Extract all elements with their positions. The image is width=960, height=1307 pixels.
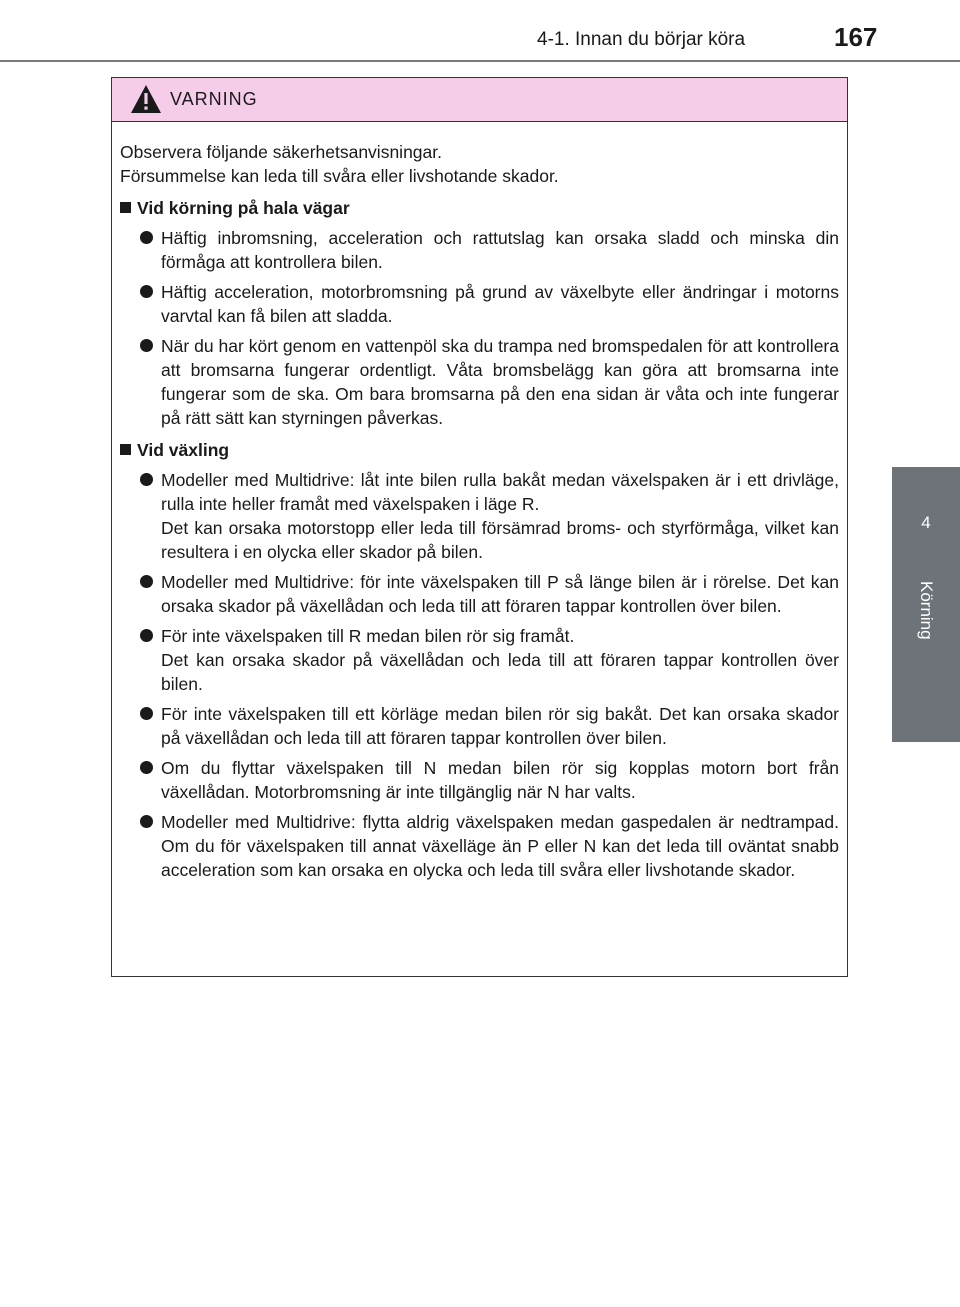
bullet-paragraph: Modeller med Multidrive: för inte växelspaken till P så länge bilen är i rörelse. Det kan orsaka skador på växellådan och leda till att föraren tappar kontrollen över bilen. <box>161 572 839 616</box>
section-heading <box>120 196 839 220</box>
square-bullet-icon <box>120 444 131 455</box>
square-bullet-icon <box>120 202 131 213</box>
warning-title: VARNING <box>170 89 258 109</box>
bullet-paragraph: För inte växelspaken till R medan bilen rör sig framåt. <box>161 626 575 646</box>
bullet-paragraph: Om du flyttar växelspaken till N medan bilen rör sig kopplas motorn bort från växellådan. Motorbromsning är inte tillgänglig när N har valts. <box>161 758 839 802</box>
list-item <box>120 468 839 564</box>
bullet-text <box>161 702 839 750</box>
list-item <box>120 334 839 430</box>
bullet-text <box>161 226 839 274</box>
list-item <box>120 624 839 696</box>
section-heading <box>120 438 839 462</box>
warning-box <box>111 77 848 977</box>
section-heading-text: Vid körning på hala vägar <box>137 198 350 218</box>
intro-line: Försummelse kan leda till svåra eller livshotande skador. <box>120 166 559 186</box>
list-item <box>120 570 839 618</box>
bullet-text <box>161 570 839 618</box>
circle-bullet-icon <box>140 707 153 720</box>
circle-bullet-icon <box>140 473 153 486</box>
circle-bullet-icon <box>140 629 153 642</box>
bullet-paragraph: Modeller med Multidrive: flytta aldrig växelspaken medan gaspedalen är nedtrampad. Om du för växelspaken till annat växelläge än P eller N kan det leda till oväntat snabb acceleration som kan orsaka en olycka och leda till svåra eller livshotande skador. <box>161 812 839 880</box>
list-item <box>120 280 839 328</box>
circle-bullet-icon <box>140 575 153 588</box>
warning-intro <box>120 140 839 188</box>
circle-bullet-icon <box>140 815 153 828</box>
bullet-paragraph: För inte växelspaken till ett körläge medan bilen rör sig bakåt. Det kan orsaka skador på växellådan och leda till att föraren tappar kontrollen över bilen. <box>161 704 839 748</box>
bullet-paragraph: Modeller med Multidrive: låt inte bilen rulla bakåt medan växelspaken är i ett drivläge, rulla inte heller framåt med växelspaken i läge R. <box>161 470 839 514</box>
circle-bullet-icon <box>140 339 153 352</box>
bullet-list <box>120 468 839 882</box>
bullet-paragraph: När du har kört genom en vattenpöl ska du trampa ned bromspedalen för att kontrollera att bromsarna fungerar ordentligt. Våta bromsbelägg kan göra att bromsarna inte fungerar som de ska. Om bara bromsarna på den ena sidan är våta och inte fungerar på rätt sätt kan styrningen påverkas. <box>161 336 839 428</box>
list-item <box>120 756 839 804</box>
bullet-paragraph: Häftig inbromsning, acceleration och rattutslag kan orsaka sladd och minska din förmåga att kontrollera bilen. <box>161 228 839 272</box>
warning-triangle-icon <box>130 84 162 114</box>
bullet-text <box>161 756 839 804</box>
circle-bullet-icon <box>140 231 153 244</box>
bullet-text <box>161 334 839 430</box>
header-divider <box>0 60 960 62</box>
bullet-text <box>161 624 839 696</box>
bullet-paragraph: Häftig acceleration, motorbromsning på grund av växelbyte eller ändringar i motorns varvtal kan få bilen att sladda. <box>161 282 839 326</box>
chapter-label: Körning <box>917 581 936 640</box>
circle-bullet-icon <box>140 761 153 774</box>
bullet-text <box>161 280 839 328</box>
bullet-list <box>120 226 839 430</box>
circle-bullet-icon <box>140 285 153 298</box>
page-header <box>0 0 960 62</box>
bullet-paragraph: Det kan orsaka motorstopp eller leda till försämrad broms- och styrförmåga, vilket kan resultera i en olycka eller skador på bilen. <box>161 518 839 562</box>
warning-sections <box>120 196 839 882</box>
chapter-tab <box>892 467 960 742</box>
warning-header <box>112 78 847 122</box>
warning-body <box>112 122 847 882</box>
intro-line: Observera följande säkerhetsanvisningar. <box>120 142 442 162</box>
bullet-paragraph: Det kan orsaka skador på växellådan och leda till att föraren tappar kontrollen över bilen. <box>161 650 839 694</box>
list-item <box>120 810 839 882</box>
bullet-text <box>161 810 839 882</box>
chapter-number: 4 <box>921 513 931 532</box>
section-title: 4-1. Innan du börjar köra <box>537 29 746 50</box>
section-heading-text: Vid växling <box>137 440 230 460</box>
bullet-text <box>161 468 839 564</box>
list-item <box>120 702 839 750</box>
list-item <box>120 226 839 274</box>
page-number: 167 <box>834 22 878 52</box>
